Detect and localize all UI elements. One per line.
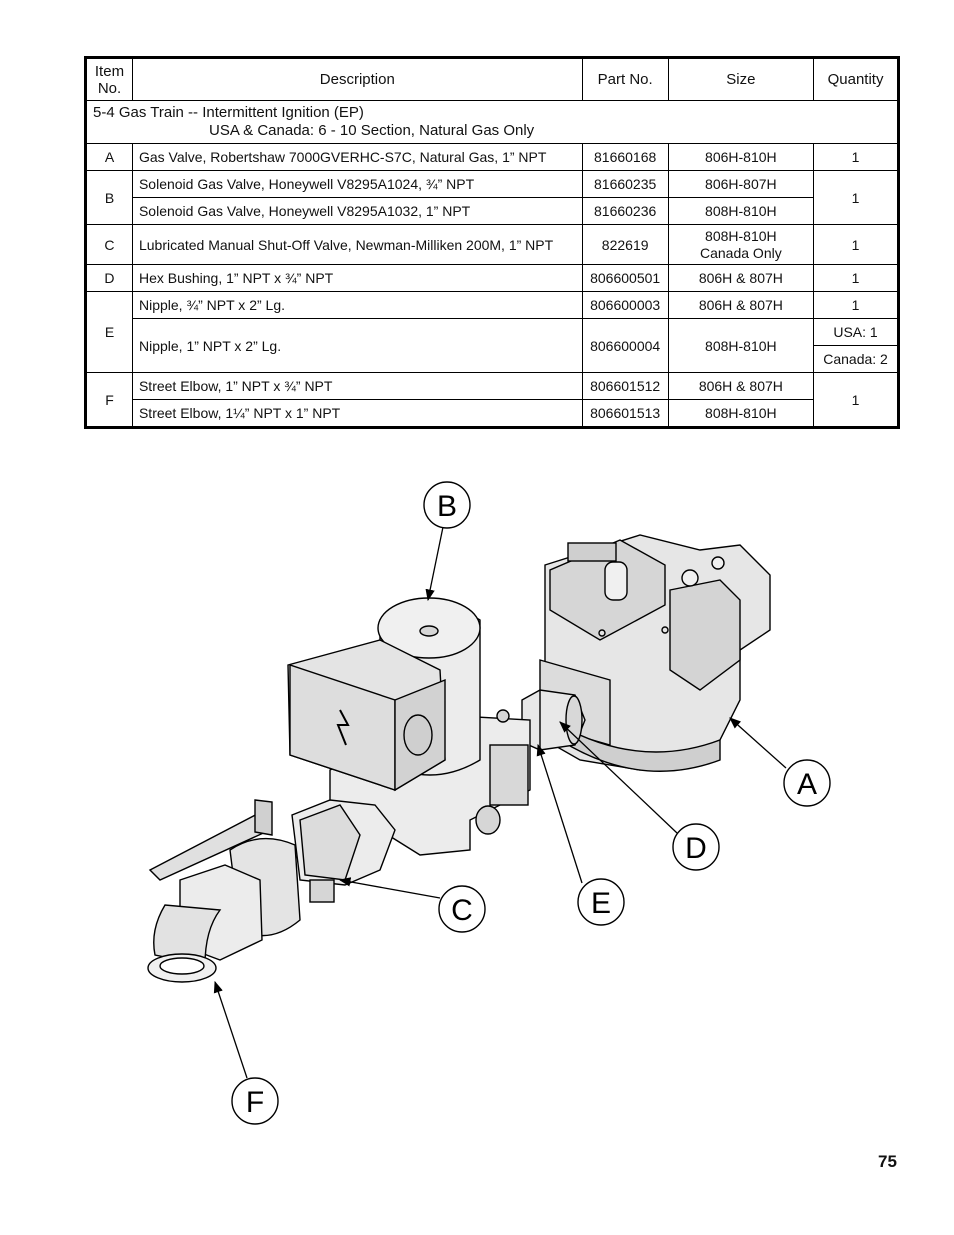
size-value: 808H-810H (705, 227, 777, 244)
callout-label-a: A (796, 768, 818, 801)
item-cell: E (86, 292, 133, 373)
page-number: 75 (878, 1152, 897, 1171)
quantity-cell: 1 (814, 171, 899, 225)
item-cell: A (86, 144, 133, 171)
size-cell: 806H & 807H (668, 292, 813, 319)
quantity-cell: 1 (814, 265, 899, 292)
description-cell: Lubricated Manual Shut-Off Valve, Newman-Milliken 200M, 1” NPT (132, 225, 582, 265)
callout-label-b: B (436, 490, 458, 523)
part-cell: 81660168 (582, 144, 668, 171)
callout-e (578, 879, 624, 925)
part-cell: 81660236 (582, 198, 668, 225)
quantity-canada-cell: Canada: 2 (814, 346, 899, 373)
item-cell: F (86, 373, 133, 428)
size-cell: 808H-810H (668, 198, 813, 225)
callout-b (424, 482, 470, 528)
quantity-usa-cell: USA: 1 (814, 319, 899, 346)
street-elbow-f (148, 865, 262, 982)
quantity-cell: 1 (814, 373, 899, 428)
item-cell: B (86, 171, 133, 225)
callout-d (673, 824, 719, 870)
callout-f (232, 1078, 278, 1124)
quantity-cell: 1 (814, 144, 899, 171)
description-cell: Street Elbow, 1” NPT x ¾” NPT (132, 373, 582, 400)
description-cell: Nipple, ¾” NPT x 2” Lg. (132, 292, 582, 319)
part-cell: 806600501 (582, 265, 668, 292)
hex-bushing-d (522, 690, 585, 750)
header-part: Part No. (582, 58, 668, 101)
description-cell: Gas Valve, Robertshaw 7000GVERHC-S7C, Natural Gas, 1” NPT (132, 144, 582, 171)
size-cell: 806H & 807H (668, 265, 813, 292)
size-note: Canada Only (700, 244, 782, 261)
size-cell: 808H-810H (668, 319, 813, 373)
callout-label-e: E (590, 887, 612, 920)
callout-label-c: C (451, 894, 473, 927)
description-cell: Solenoid Gas Valve, Honeywell V8295A1024, ¾” NPT (132, 171, 582, 198)
description-cell: Solenoid Gas Valve, Honeywell V8295A1032, 1” NPT (132, 198, 582, 225)
part-cell: 806600004 (582, 319, 668, 373)
size-cell: 808H-810H (668, 400, 813, 428)
quantity-cell: 1 (814, 292, 899, 319)
header-quantity: Quantity (814, 58, 899, 101)
quantity-cell: 1 (814, 225, 899, 265)
item-cell: C (86, 225, 133, 265)
section-subtitle: USA & Canada: 6 - 10 Section, Natural Gas Only (209, 122, 535, 139)
size-cell: 806H-810H (668, 144, 813, 171)
part-cell: 81660235 (582, 171, 668, 198)
item-cell: D (86, 265, 133, 292)
size-cell: 806H-807H (668, 171, 813, 198)
section-title: 5-4 Gas Train -- Intermittent Ignition (EP) (93, 104, 364, 121)
header-item: Item No. (86, 58, 133, 101)
header-size: Size (668, 58, 813, 101)
callout-label-f: F (245, 1086, 265, 1119)
callout-label-d: D (685, 832, 707, 865)
part-cell: 806601513 (582, 400, 668, 428)
callout-c (439, 886, 485, 932)
size-cell: 806H & 807H (668, 373, 813, 400)
part-cell: 806601512 (582, 373, 668, 400)
header-description: Description (132, 58, 582, 101)
description-cell: Street Elbow, 1¼” NPT x 1” NPT (132, 400, 582, 428)
part-cell: 806600003 (582, 292, 668, 319)
part-cell: 822619 (582, 225, 668, 265)
description-cell: Nipple, 1” NPT x 2” Lg. (132, 319, 582, 373)
description-cell: Hex Bushing, 1” NPT x ¾” NPT (132, 265, 582, 292)
callout-a (784, 760, 830, 806)
